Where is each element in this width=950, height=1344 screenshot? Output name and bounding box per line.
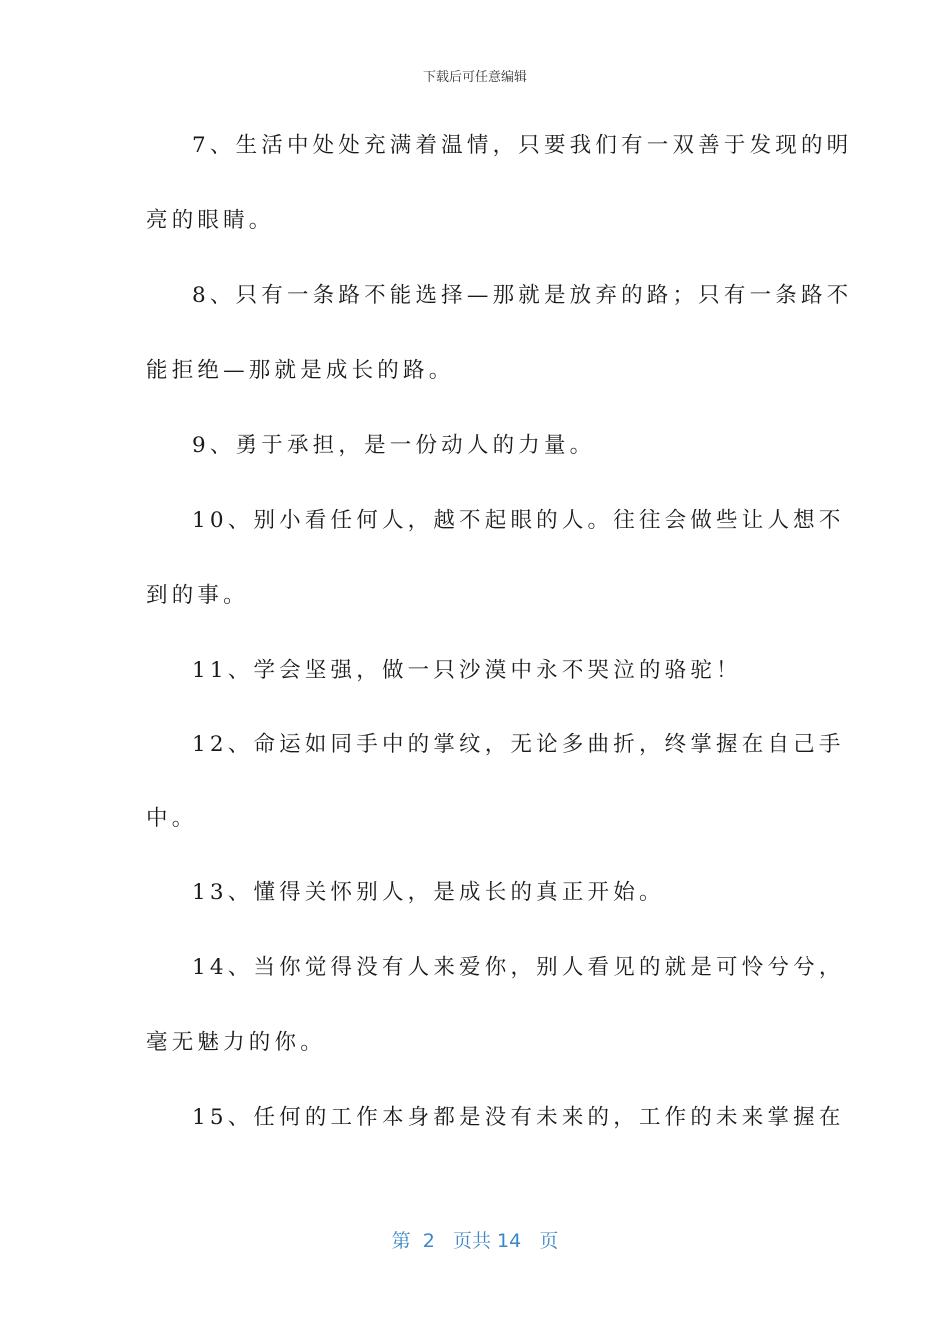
footer-current-page: 2	[422, 1230, 435, 1252]
paragraph-14-line-1: 14、当你觉得没有人来爱你，别人看见的就是可怜兮兮，	[192, 955, 845, 980]
paragraph-8-line-1: 8、只有一条路不能选择—那就是放弃的路；只有一条路不	[192, 283, 853, 308]
paragraph-10-line-1: 10、别小看任何人，越不起眼的人。往往会做些让人想不	[192, 508, 845, 533]
paragraph-7-line-1: 7、生活中处处充满着温情，只要我们有一双善于发现的明	[192, 133, 853, 158]
paragraph-15-line-1: 15、任何的工作本身都是没有未来的，工作的未来掌握在	[192, 1105, 845, 1130]
paragraph-9-line-1: 9、勇于承担，是一份动人的力量。	[192, 433, 596, 458]
footer-total-pages: 14	[497, 1230, 522, 1252]
paragraph-12-line-1: 12、命运如同手中的掌纹，无论多曲折，终掌握在自己手	[192, 732, 845, 757]
paragraph-7-line-2: 亮的眼睛。	[146, 208, 275, 233]
page-number-footer	[0, 1226, 950, 1253]
footer-suffix: 页	[539, 1230, 559, 1252]
paragraph-11-line-1: 11、学会坚强，做一只沙漠中永不哭泣的骆驼！	[192, 658, 742, 683]
download-edit-note: 下载后可任意编辑	[422, 70, 527, 85]
footer-middle: 页共	[452, 1230, 491, 1252]
paragraph-8-line-2: 能拒绝—那就是成长的路。	[146, 358, 455, 383]
paragraph-12-line-2: 中。	[146, 806, 198, 831]
paragraph-13-line-1: 13、懂得关怀别人，是成长的真正开始。	[192, 880, 665, 905]
paragraph-10-line-2: 到的事。	[146, 583, 249, 608]
paragraph-14-line-2: 毫无魅力的你。	[146, 1030, 326, 1055]
footer-prefix: 第	[391, 1230, 411, 1252]
